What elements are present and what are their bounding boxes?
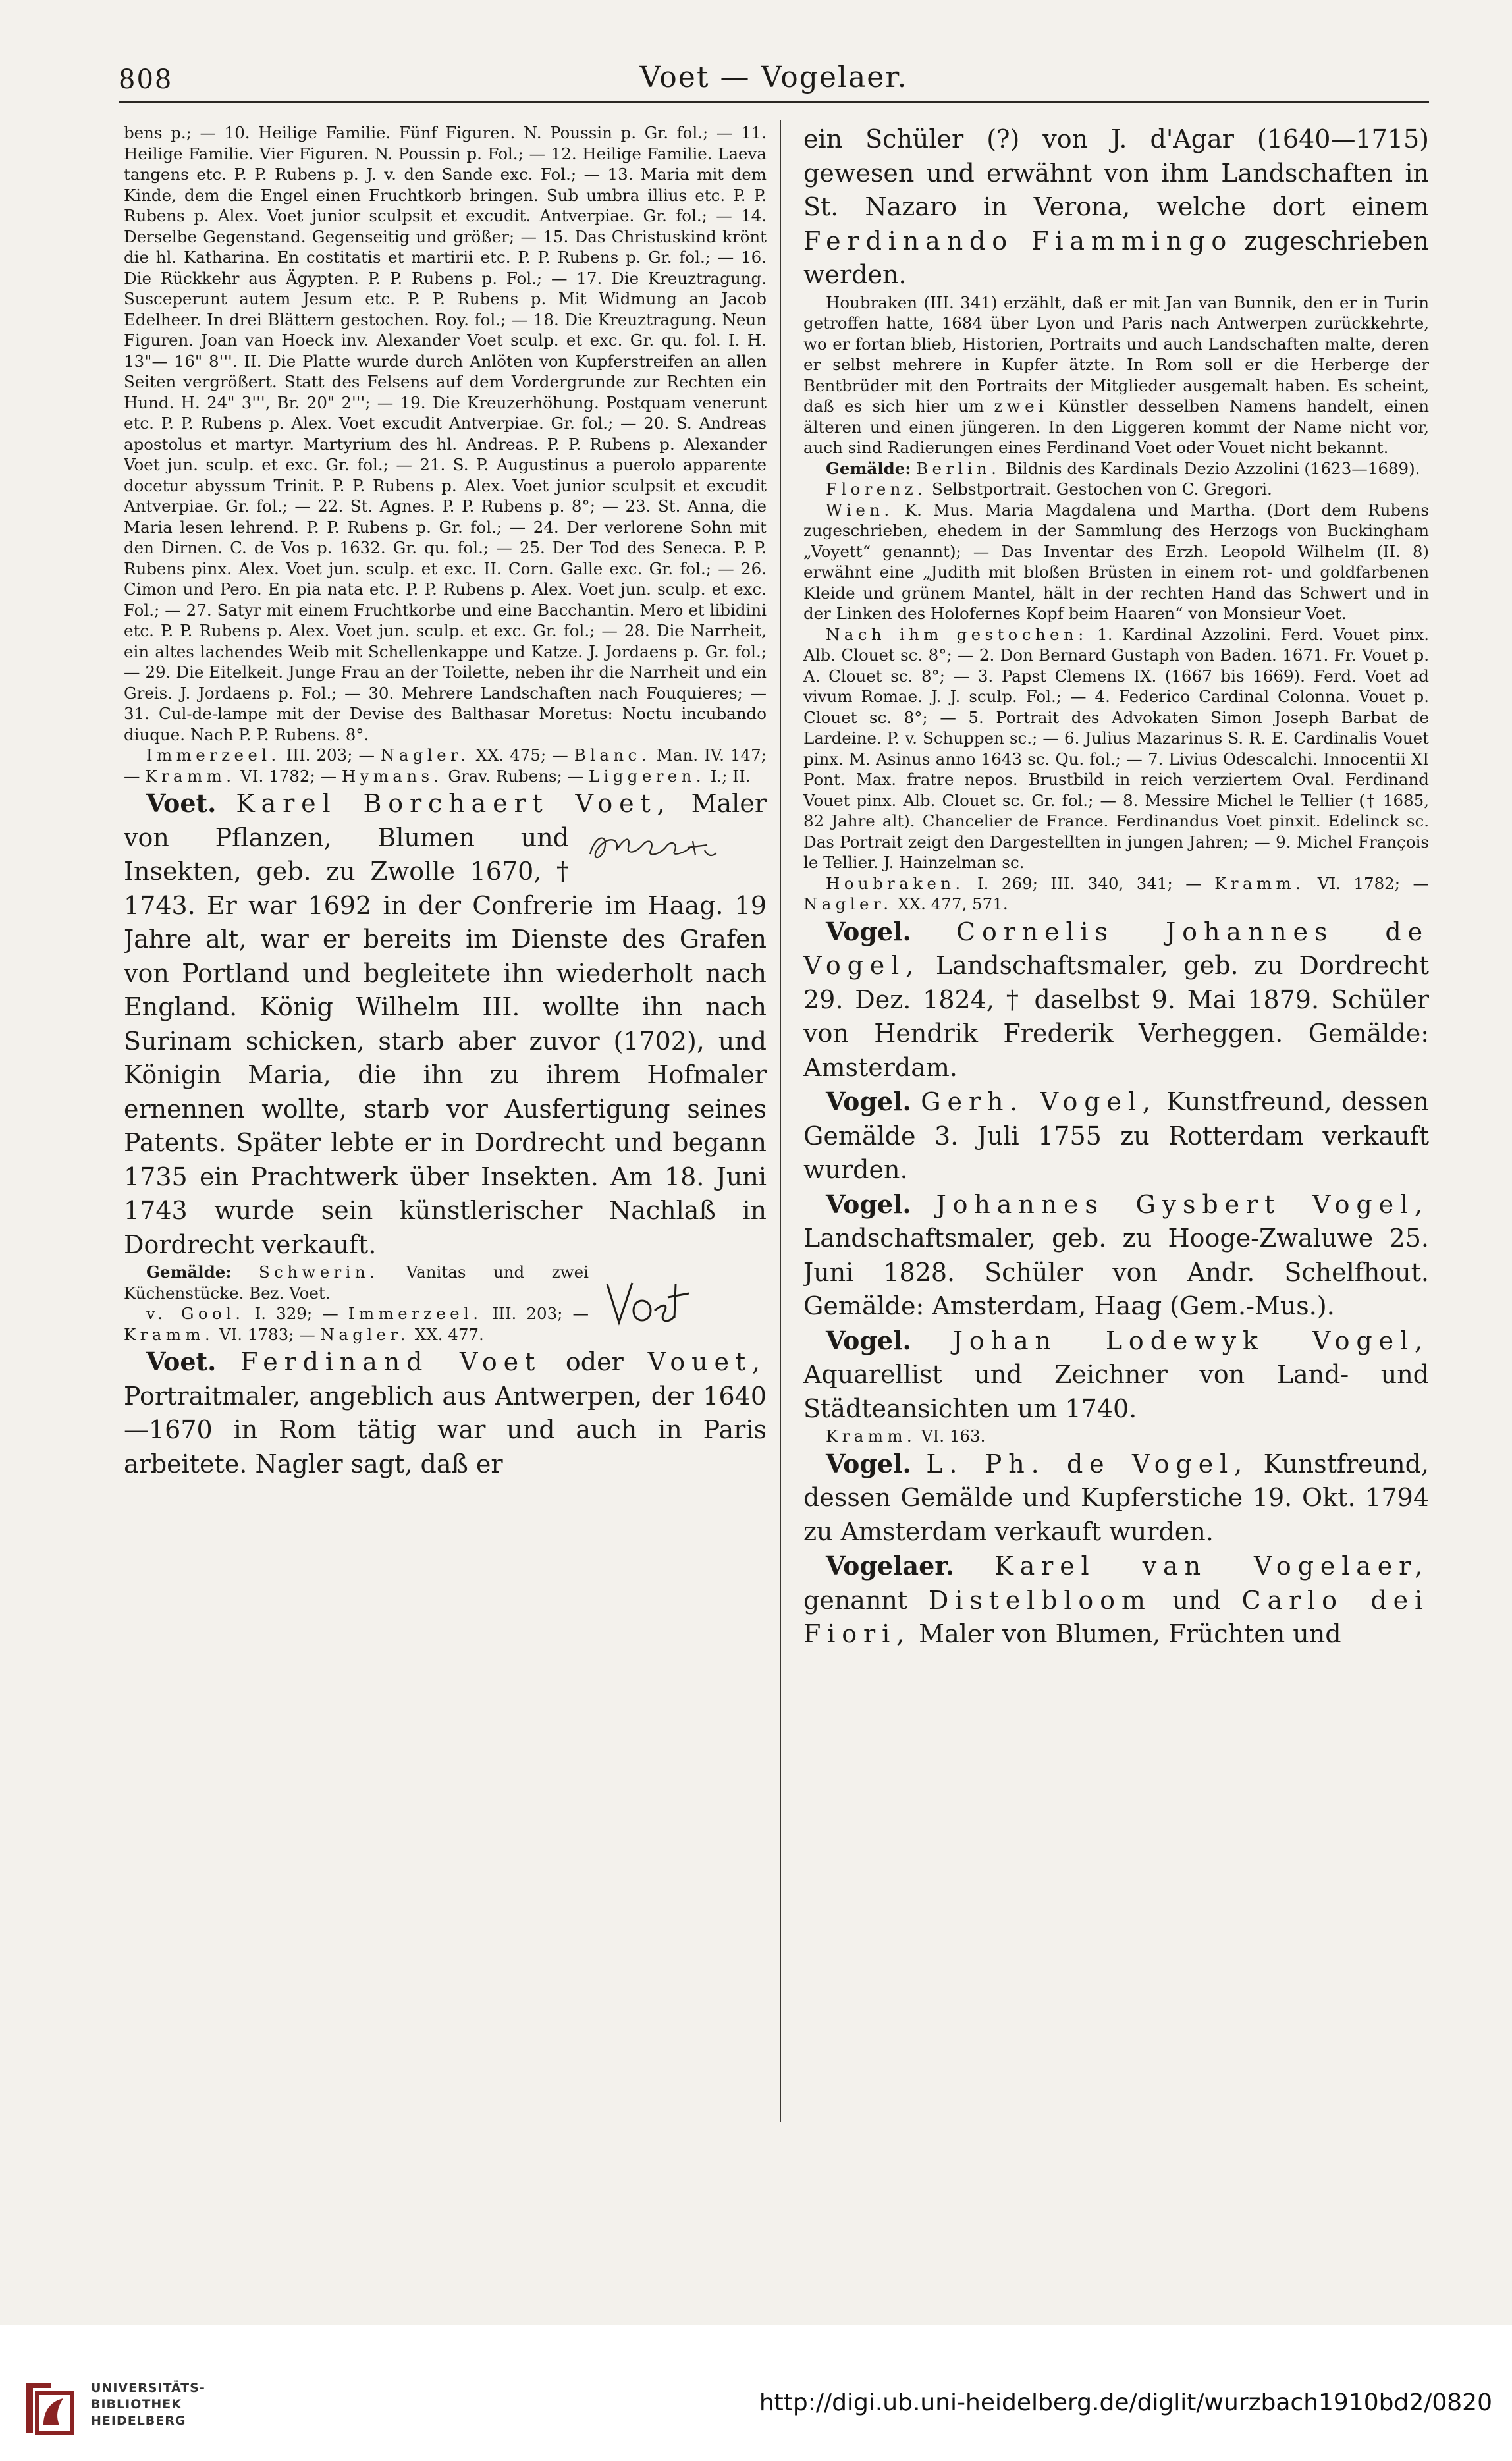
entry-text: genannt [803, 1585, 929, 1615]
left-column [124, 122, 767, 2124]
right-column [803, 122, 1429, 2124]
ref-author: Blanc. [574, 745, 651, 765]
ref-author: Immerzeel. [146, 745, 281, 765]
ref-text: VI. 1782; — [1305, 873, 1429, 893]
ref-author: Kramm. [124, 1324, 215, 1344]
entry-text: oder [541, 1347, 648, 1376]
entry-text: Aquarellist und Zeichner von Land- und Städteansichten um 1740. [803, 1360, 1429, 1423]
library-name [91, 2380, 205, 2429]
ref-text: XX. 477. [409, 1324, 484, 1344]
entry-text: Kunstfreund, dessen Gemälde und Kupferstiche 19. Okt. 1794 zu Amsterdam verkauft wurden. [803, 1449, 1429, 1546]
entry-name: Carlo dei Fiori, [803, 1585, 1429, 1648]
entry-lemma: Vogel. [826, 1448, 911, 1478]
entry-name: Johan Lodewyk Vogel, [952, 1326, 1429, 1355]
permalink-url[interactable]: http://digi.ub.uni-heidelberg.de/diglit/wurzbach1910bd2/0820 [759, 2389, 1492, 2416]
entry-lemma: Voet. [146, 788, 217, 818]
entry-lemma: Vogel. [826, 1189, 911, 1219]
paintings-city: Florenz. [826, 479, 927, 499]
entry-lemma: Vogelaer. [826, 1551, 955, 1581]
ref-text: VI. 1783; — [214, 1324, 321, 1344]
entry-johannes-vogel [803, 1187, 1429, 1324]
signature-karel-voet [582, 821, 720, 874]
entry-text: Portraitmaler, angeblich aus Antwerpen, der 1640—1670 in Rom tätig war und auch in Paris arbeitete. Nagler sagt, daß er [124, 1381, 767, 1478]
column-divider [780, 120, 781, 2122]
ref-text: I. 329; — [244, 1304, 348, 1323]
paintings-florenz [803, 479, 1429, 500]
ref-text: I. 269; III. 340, 341; — [964, 873, 1215, 893]
entry-karel-borchaert-voet [124, 786, 767, 1262]
entry-karel-van-vogelaer [803, 1549, 1429, 1652]
signature-voet [602, 1264, 694, 1337]
references-voet-alexander [124, 745, 767, 786]
page-header [119, 61, 1429, 100]
houbraken-note [803, 292, 1429, 458]
entry-johan-vogel [803, 1324, 1429, 1426]
ref-text: I.; II. [705, 766, 751, 786]
paintings-city: Schwerin. [258, 1262, 379, 1282]
note-emphasis: zwei [994, 396, 1048, 416]
entry-name: Cornelis Johannes de Vogel, [803, 917, 1429, 980]
entry-name: Ferdinando Fiammingo [803, 226, 1233, 256]
entry-name: Vouet, [647, 1347, 767, 1376]
paintings-text: K. Mus. Maria Magdalena und Martha. (Dort dem Rubens zugeschrieben, ehedem in der Sammlung des Herzogs von Buckingham „Voyett“ genannt); — Das Inventar des Erzh. Leopold Wilhelm (II. 8) erwähnt eine „Judith mit bloßen Brüsten in einem rot- und goldfarbenen Kleide und grünem Mantel, hält in der rechten Hand das Schwert und in der Linken des Holofernes Kopf beim Haaren“ von Monsieur Voet. [803, 500, 1429, 623]
entry-name: Gerh. Vogel, [921, 1087, 1157, 1116]
entry-text: ein Schüler (?) von J. d'Agar (1640—1715) gewesen und erwähnt von ihm Landschaften in St. Nazaro in Verona, welche dort einem [803, 124, 1429, 221]
ref-text: III. 203; — [280, 745, 381, 765]
ref-text: Grav. Rubens; — [443, 766, 589, 786]
ref-author: Houbraken. [826, 873, 965, 893]
ref-author: Nagler. [381, 745, 470, 765]
entry-name: Karel van Vogelaer, [994, 1552, 1429, 1581]
entry-lemma: Voet. [146, 1347, 217, 1376]
entry-ferdinand-voet [124, 1345, 767, 1481]
engravings-list [803, 624, 1429, 873]
engravings-text: 1. Kardinal Azzolini. Ferd. Vouet pinx. Alb. Clouet sc. 8°; — 2. Don Bernard Gustaph von Baden. 1671. Fr. Vouet p. A. Clouet sc. 8°; — 3. Papst Clemens IX. (1667 bis 1669). Ferd. Voet ad vivum Romae. J. J. sculp. Fol.; — 4. Federico Cardinal Colonna. Vouet p. Clouet sc. 8°; — 5. Portrait des Advokaten Simon Joseph Barbat de Lardeine. P. v. Schuppen sc.; — 6. Julius Mazarinus S. R. E. Cardinalis Vouet pinx. M. Asinus anno 1643 sc. Qu. fol.; — 7. Livius Odescalchi. Innocentii XI Pont. Max. fratre nepos. Brustbild in reich verziertem Oval. Ferdinand Vouet pinx. Alb. Clouet sc. Gr. fol.; — 8. Messire Michel le Tellier († 1685, 82 Jahre alt). Chancelier de France. Ferdinandus Voet pinxit. Edelinck sc. Das Portrait zeigt den Dargestellten in jungen Jahren; — 9. Michel François le Tellier. J. Hainzelman sc. [803, 624, 1429, 872]
entry-text: Landschaftsmaler, geb. zu Hooge-Zwaluwe 25. Juni 1828. Schüler von Andr. Schelfhout. Gemälde: Amsterdam, Haag (Gem.-Mus.). [803, 1224, 1429, 1320]
note-text: Künstler desselben Namens handelt, einen älteren und einen jüngeren. In den Liggeren kommt der Name nicht vor, auch sind Radierungen eines Ferdinand Voet oder Vouet nicht bekannt. [803, 396, 1429, 457]
entry-name: L. Ph. de Vogel, [926, 1449, 1249, 1478]
header-rule [119, 101, 1429, 103]
library-name-line: HEIDELBERG [91, 2414, 186, 2428]
ref-text: VI. 163. [916, 1426, 986, 1446]
ref-author: Nagler. [803, 894, 893, 913]
paintings-city: Berlin. [916, 458, 1001, 478]
paintings-label: Gemälde: [826, 458, 911, 478]
entry-l-ph-de-vogel [803, 1447, 1429, 1550]
ref-text: XX. 475; — [470, 745, 574, 765]
entry-name: Ferdinand Voet [240, 1347, 542, 1376]
university-library-logo [20, 2377, 79, 2437]
paintings-text: Bildnis des Kardinals Dezio Azzolini (1623—1689). [1000, 458, 1420, 478]
paintings-berlin [803, 458, 1429, 479]
entry-text: Kunstfreund, dessen Gemälde 3. Juli 1755 zu Rotterdam verkauft wurden. [803, 1087, 1429, 1184]
ref-author: v. Gool. [146, 1304, 245, 1323]
page-number: 808 [119, 65, 173, 95]
entry-gerh-vogel [803, 1085, 1429, 1187]
library-footer [0, 2325, 1512, 2461]
ref-author: Kramm. [826, 1426, 917, 1446]
ref-text: VI. 1782; — [235, 766, 342, 786]
entry-name: Johannes Gysbert Vogel, [936, 1189, 1429, 1219]
paintings-karel-voet [124, 1262, 767, 1303]
paintings-wien [803, 500, 1429, 624]
entry-ferdinand-voet-continued [803, 122, 1429, 292]
ref-author: Hymans. [341, 766, 443, 786]
ref-author: Kramm. [1214, 873, 1305, 893]
paintings-text: Vanitas und zwei Küchenstücke. Bez. Voet. [124, 1262, 589, 1303]
note-text: Houbraken (III. 341) erzählt, daß er mit Jan van Bunnik, den er in Turin getroffen hatte, 1684 über Lyon und Paris nach Antwerpen zurückkehrte, wo er fortan blieb, Historien, Portraits und auch Landschaften malte, deren er selbst mehrere in Kupfer ätzte. In Rom soll er die Herberge der Bentbrüder mit den Portraits der Mitglieder ausgemalt haben. Es scheint, daß es sich hier um [803, 292, 1429, 416]
library-name-line: UNIVERSITÄTS- [91, 2381, 205, 2395]
ref-author: Kramm. [145, 766, 236, 786]
entry-lemma: Vogel. [826, 1087, 911, 1116]
catalogue-list: bens p.; — 10. Heilige Familie. Fünf Figuren. N. Poussin p. Gr. fol.; — 11. Heilige Familie. Vier Figuren. N. Poussin p. Fol.; — 12. Heilige Familie. Laeva tangens etc. P. P. Rubens p. J. v. den Sande exc. Fol.; — 13. Maria mit dem Kinde, dem die Engel einen Fruchtkorb bringen. Sub umbra illius etc. P. P. Rubens p. Alex. Voet junior sculpsit et excudit. Antverpiae. Gr. fol.; — 14. Derselbe Gegenstand. Gegenseitig und größer; — 15. Das Christuskind krönt die hl. Katharina. En costitatis et martirii etc. P. P. Rubens p. Gr. fol.; — 16. Die Rückkehr aus Ägypten. P. P. Rubens p. Fol.; — 17. Die Kreuztragung. Susceperunt autem Jesum etc. P. P. Rubens p. Mit Widmung an Jacob Edelheer. In drei Blättern gestochen. Roy. fol.; — 18. Die Kreuztragung. Neun Figuren. Joan van Hoeck inv. Alexander Voet sculp. et exc. Gr. qu. fol. I. H. 13"— 16" 8'''. II. Die Platte wurde durch Anlöten von Kupferstreifen an allen Seiten vergrößert. Statt des Felsens auf dem Vordergrunde zur Rechten ein Hund. H. 24" 3''', Br. 20" 2'''; — 19. Die Kreuzerhöhung. Postquam venerunt etc. P. P. Rubens p. Alex. Voet excudit Antverpiae. Gr. fol.; — 20. S. Andreas apostolus et martyr. Martyrium des hl. Andreas. P. P. Rubens p. Alexander Voet jun. sculp. et exc. Gr. fol.; — 21. S. P. Augustinus a puerolo apparente docetur abyssum Trinit. P. P. Rubens p. Alex. Voet junior sculpsit et excudit Antverpiae. Gr. fol.; — 22. St. Agnes. P. P. Rubens p. 8°; — 23. St. Anna, die Maria lesen lehrend. P. P. Rubens p. Gr. fol.; — 24. Der verlorene Sohn mit den Dirnen. C. de Vos p. 1632. Gr. qu. fol.; — 25. Der Tod des Seneca. P. P. Rubens pinx. Alex. Voet jun. sculp. et exc. II. Corn. Galle exc. Gr. fol.; — 26. Cimon und Pero. En pia nata etc. P. P. Rubens p. Alex. Voet jun. sculp. et exc. Fol.; — 27. Satyr mit einem Fruchtkorbe und eine Bacchantin. Mero et libidini etc. P. P. Rubens p. Alex. Voet jun. sculp. et exc. Gr. fol.; — 28. Die Narrheit, ein altes lachendes Weib mit Schellenkappe und Katze. J. Jordaens p. Gr. fol.; — 29. Die Eitelkeit. Junge Frau an der Toilette, neben ihr die Narrheit und ein Greis. J. Jordaens p. Fol.; — 30. Mehrere Landschaften nach Fouquieres; — 31. Cul-de-lampe mit der Devise des Balthasar Moretus: Noctu incubando diuque. Nach P. P. Rubens. 8°. [124, 123, 767, 744]
ref-text: XX. 477, 571. [892, 894, 1008, 913]
paintings-label: Gemälde: [146, 1262, 232, 1282]
entry-name: Distelbloom [928, 1585, 1152, 1615]
entry-text: zugeschrieben werden. [803, 226, 1429, 289]
entry-text: und [1151, 1585, 1242, 1615]
engravings-label: Nach ihm gestochen: [826, 624, 1088, 644]
references-ferdinand-voet [803, 873, 1429, 915]
running-title: Voet — Vogelaer. [639, 61, 908, 94]
ref-author: Nagler. [320, 1324, 410, 1344]
ref-text: Man. IV. 147; — [124, 745, 767, 786]
ref-author: Liggeren. [588, 766, 705, 786]
entry-text: Maler von Blumen, Früchten und [911, 1619, 1341, 1648]
entry-lemma: Vogel. [826, 1325, 911, 1355]
entry-text: Maler von Pflanzen, Blumen und Insekten, geb. zu Zwolle 1670, † 1743. Er war 1692 in der Confrerie im Haag. 19 Jahre alt, war er bereits im Dienste des Grafen von Portland und begleitete ihn wiederholt nach England. König Wilhelm III. wollte ihn nach Surinam schicken, starb aber zuvor (1702), und Königin Maria, die ihn zu ihrem Hofmaler ernennen wollte, starb vor Ausfertigung seines Patents. Später lebte er in Dordrecht und begann 1735 ein Prachtwerk über Insekten. Am 18. Juni 1743 wurde sein künstlerischer Nachlaß in Dordrecht verkauft. [124, 789, 767, 1259]
ref-text: III. 203; — [482, 1304, 589, 1323]
paintings-city: Wien. [826, 500, 894, 520]
entry-cornelis-vogel [803, 915, 1429, 1085]
entry-name: Karel Borchaert Voet, [236, 789, 672, 818]
paintings-text: Selbstportrait. Gestochen von C. Gregori. [927, 479, 1272, 499]
entry-text: Landschaftsmaler, geb. zu Dordrecht 29. Dez. 1824, † daselbst 9. Mai 1879. Schüler von Hendrik Frederik Verheggen. Gemälde: Amsterdam. [803, 951, 1429, 1082]
entry-lemma: Vogel. [826, 916, 911, 946]
references-johan-vogel [803, 1426, 1429, 1447]
ref-author: Immerzeel. [348, 1304, 483, 1323]
library-name-line: BIBLIOTHEK [91, 2397, 182, 2412]
